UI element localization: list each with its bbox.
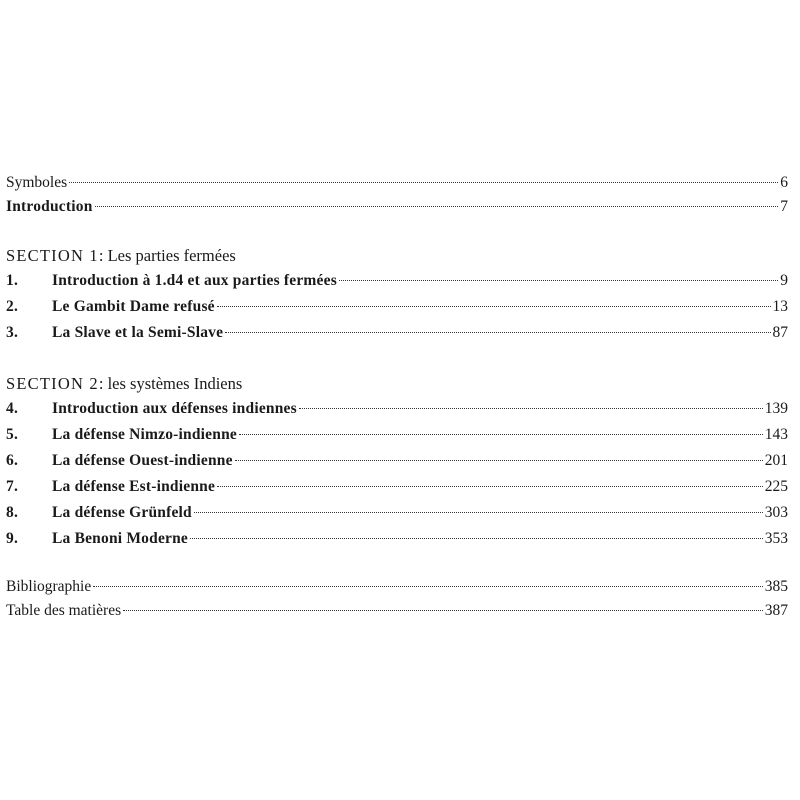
entry-title: La défense Grünfeld: [52, 504, 192, 521]
section-label: SECTION 1: [6, 246, 99, 265]
toc-entry-chapter-1: [6, 270, 788, 292]
entry-title: La défense Est-indienne: [52, 478, 216, 495]
toc-entry-symboles: [6, 172, 788, 194]
entry-title: La Benoni Moderne: [52, 530, 189, 547]
entry-title: Introduction aux défenses indiennes: [52, 400, 297, 417]
entry-page: 353: [764, 530, 788, 547]
entry-title: Le Gambit Dame refusé: [52, 298, 215, 315]
toc-entry-chapter-4: [6, 398, 788, 420]
toc-entry-chapter-7: [6, 476, 788, 498]
entry-page: 6: [780, 174, 788, 191]
entry-page: 7: [780, 198, 788, 215]
section-1-heading: [6, 244, 788, 268]
entry-page: 303: [764, 504, 788, 521]
entry-number: 2.: [6, 298, 19, 315]
entry-title: La défense Nimzo-indienne: [52, 426, 237, 443]
dot-leader: [225, 331, 770, 333]
entry-title: Symboles: [6, 174, 68, 191]
dot-leader: [235, 459, 763, 461]
section-title: les systèmes Indiens: [107, 374, 243, 393]
dot-leader: [299, 407, 763, 409]
entry-page: 13: [772, 298, 788, 315]
entry-title: Introduction: [6, 198, 93, 215]
dot-leader: [69, 181, 778, 183]
entry-number: 8.: [6, 504, 19, 521]
toc-entry-chapter-5: [6, 424, 788, 446]
toc-entry-chapter-9: [6, 528, 788, 550]
entry-page: 9: [780, 272, 788, 289]
entry-number: 5.: [6, 426, 19, 443]
entry-title: La défense Ouest-indienne: [52, 452, 233, 469]
entry-title: Introduction à 1.d4 et aux parties fermées: [52, 272, 337, 289]
dot-leader: [123, 609, 763, 611]
section-2-heading: [6, 372, 788, 396]
toc-entry-chapter-6: [6, 450, 788, 472]
dot-leader: [93, 585, 763, 587]
dot-leader: [194, 511, 763, 513]
entry-number: 3.: [6, 324, 19, 341]
section-separator: :: [98, 374, 104, 393]
section-label: SECTION 2: [6, 374, 99, 393]
entry-number: 9.: [6, 530, 19, 547]
entry-number: 4.: [6, 400, 19, 417]
entry-title: Bibliographie: [6, 578, 92, 595]
dot-leader: [95, 205, 779, 207]
toc-entry-table-des-matieres: [6, 600, 788, 622]
entry-number: 1.: [6, 272, 19, 289]
toc-entry-bibliographie: [6, 576, 788, 598]
dot-leader: [339, 279, 778, 281]
dot-leader: [217, 485, 763, 487]
entry-title: La Slave et la Semi-Slave: [52, 324, 224, 341]
toc-entry-introduction: [6, 196, 788, 218]
entry-page: 87: [772, 324, 788, 341]
entry-title: Table des matières: [6, 602, 122, 619]
dot-leader: [217, 305, 771, 307]
entry-number: 6.: [6, 452, 19, 469]
toc-entry-chapter-2: [6, 296, 788, 318]
toc-entry-chapter-3: [6, 322, 788, 344]
entry-page: 387: [764, 602, 788, 619]
dot-leader: [239, 433, 763, 435]
section-separator: :: [98, 246, 104, 265]
entry-page: 385: [764, 578, 788, 595]
entry-page: 143: [764, 426, 788, 443]
entry-page: 201: [764, 452, 788, 469]
entry-page: 225: [764, 478, 788, 495]
dot-leader: [190, 537, 763, 539]
section-title: Les parties fermées: [107, 246, 236, 265]
entry-number: 7.: [6, 478, 19, 495]
toc-entry-chapter-8: [6, 502, 788, 524]
entry-page: 139: [764, 400, 788, 417]
